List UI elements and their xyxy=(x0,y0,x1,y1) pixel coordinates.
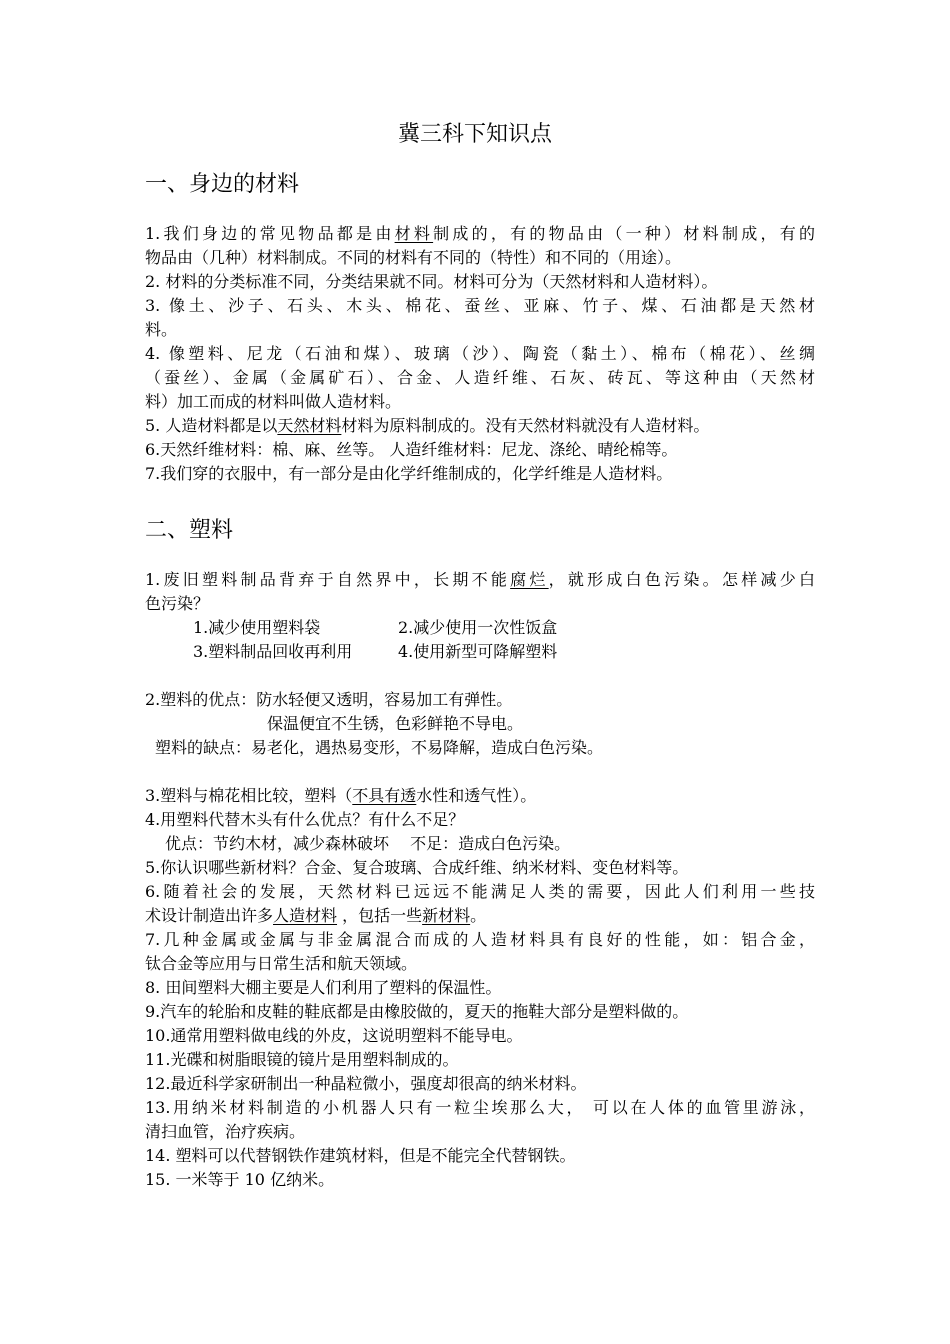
paragraph-7: 7.我们穿的衣服中，有一部分是由化学纤维制成的，化学纤维是人造材料。 xyxy=(145,464,673,483)
text-fragment: 术设计制造出许多 xyxy=(145,906,274,925)
text-fragment: ，包括一些 xyxy=(337,906,423,925)
underlined-text: 新材料 xyxy=(422,906,471,925)
blank-line xyxy=(145,664,815,688)
text-fragment: 。 xyxy=(470,906,487,925)
item-4-line-2: 优点：节约木材，减少森林破坏 不足：造成白色污染。 xyxy=(165,834,571,853)
text-fragment: 水性和透气性）。 xyxy=(416,786,537,805)
underlined-text: 不具有透 xyxy=(352,786,417,805)
item-1-line-1 xyxy=(145,568,815,592)
paragraph-3-line-1: 3. 像土、沙子、石头、木头、棉花、蚕丝、亚麻、竹子、煤、石油都是天然材 xyxy=(145,296,815,315)
item-3 xyxy=(145,784,815,808)
blank-line xyxy=(145,760,815,784)
options-row-2 xyxy=(145,640,815,664)
item-1-line-2: 色污染？ xyxy=(145,594,210,613)
section-heading-materials: 一、身边的材料 xyxy=(145,172,300,197)
section-materials xyxy=(145,170,815,486)
item-9: 9.汽车的轮胎和皮鞋的鞋底都是由橡胶做的，夏天的拖鞋大部分是塑料做的。 xyxy=(145,1002,689,1021)
underlined-text: 材料 xyxy=(394,224,434,243)
paragraph-1-line-2: 物品由（几种）材料制成。不同的材料有不同的（特性）和不同的（用途）。 xyxy=(145,248,682,267)
item-6-line-1: 6.随着社会的发展，天然材料已远远不能满足人类的需要，因此人们利用一些技 xyxy=(145,882,815,901)
item-10: 10.通常用塑料做电线的外皮，这说明塑料不能导电。 xyxy=(145,1026,523,1045)
item-13-line-2: 清扫血管，治疗疾病。 xyxy=(145,1122,306,1141)
underlined-text: 腐烂 xyxy=(510,570,549,589)
underlined-text: 人造材料 xyxy=(273,906,338,925)
item-14: 14. 塑料可以代替钢铁作建筑材料，但是不能完全代替钢铁。 xyxy=(145,1146,576,1165)
text-fragment: 5. 人造材料都是以 xyxy=(145,416,278,435)
paragraph-4-line-1: 4. 像塑料、尼龙（石油和煤）、玻璃（沙）、陶瓷（黏土）、棉布（棉花）、丝绸 xyxy=(145,344,815,363)
item-5: 5.你认识哪些新材料？合金、复合玻璃、合成纤维、纳米材料、变色材料等。 xyxy=(145,858,689,877)
item-4-line-1: 4.用塑料代替木头有什么优点？有什么不足？ xyxy=(145,810,465,829)
option-item: 2.减少使用一次性饭盒 xyxy=(398,618,558,637)
options-row-1 xyxy=(145,616,815,640)
item-2-line-3: 塑料的缺点：易老化，遇热易变形，不易降解，造成白色污染。 xyxy=(155,738,604,757)
option-item: 1.减少使用塑料袋 xyxy=(193,618,321,637)
section-heading-plastics: 二、塑料 xyxy=(145,518,234,543)
item-2-line-1: 2.塑料的优点：防水轻便又透明，容易加工有弹性。 xyxy=(145,690,513,709)
item-8: 8. 田间塑料大棚主要是人们利用了塑料的保温性。 xyxy=(145,978,502,997)
paragraph-5 xyxy=(145,414,815,438)
item-2-line-2: 保温便宜不生锈，色彩鲜艳不导电。 xyxy=(267,714,524,733)
paragraph-4-line-2: （蚕丝）、金属（金属矿石）、合金、人造纤维、石灰、砖瓦、等这种由（天然材 xyxy=(145,368,815,387)
text-fragment: 制成的，有的物品由（一种）材料制成，有的 xyxy=(433,224,815,243)
text-fragment: 1.废旧塑料制品背弃于自然界中，长期不能 xyxy=(145,570,511,589)
item-13-line-1: 13.用纳米材料制造的小机器人只有一粒尘埃那么大， 可以在人体的血管里游泳， xyxy=(145,1098,815,1117)
text-fragment: 1.我们身边的常见物品都是由 xyxy=(145,224,395,243)
item-15: 15. 一米等于 10 亿纳米。 xyxy=(145,1170,335,1189)
text-fragment: ，就形成白色污染。怎样减少白 xyxy=(548,570,815,589)
paragraph-2: 2. 材料的分类标准不同，分类结果就不同。材料可分为（天然材料和人造材料）。 xyxy=(145,272,718,291)
paragraph-3-line-2: 料。 xyxy=(145,320,178,339)
item-7-line-1: 7.几种金属或金属与非金属混合而成的人造材料具有良好的性能，如：铝合金， xyxy=(145,930,815,949)
item-11: 11.光碟和树脂眼镜的镜片是用塑料制成的。 xyxy=(145,1050,459,1069)
underlined-text: 天然材料 xyxy=(277,416,342,435)
text-fragment: 3.塑料与棉花相比较，塑料（ xyxy=(145,786,353,805)
paragraph-6: 6.天然纤维材料：棉、麻、丝等。 人造纤维材料：尼龙、涤纶、晴纶棉等。 xyxy=(145,440,678,459)
paragraph-1-line-1 xyxy=(145,222,815,246)
item-12: 12.最近科学家研制出一种晶粒微小，强度却很高的纳米材料。 xyxy=(145,1074,587,1093)
item-6-line-2 xyxy=(145,904,815,928)
item-7-line-2: 钛合金等应用与日常生活和航天领域。 xyxy=(145,954,418,973)
text-fragment: 材料为原料制成的。没有天然材料就没有人造材料。 xyxy=(341,416,710,435)
document-title: 冀三科下知识点 xyxy=(397,122,552,147)
option-item: 4.使用新型可降解塑料 xyxy=(398,642,558,661)
paragraph-4-line-3: 料）加工而成的材料叫做人造材料。 xyxy=(145,392,402,411)
section-plastics xyxy=(145,516,815,1192)
option-item: 3.塑料制品回收再利用 xyxy=(193,642,353,661)
